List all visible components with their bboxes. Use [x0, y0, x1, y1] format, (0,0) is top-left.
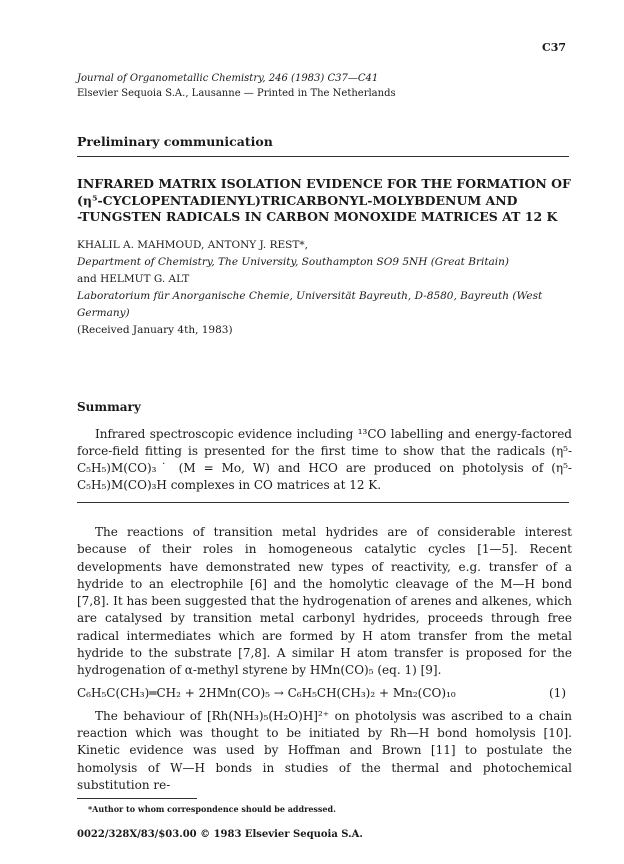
page-number: C37 — [541, 41, 566, 54]
summary-heading: Summary — [77, 400, 141, 414]
footnote: *Author to whom correspondence should be addressed. — [88, 804, 336, 814]
author-names-1: KHALIL A. MAHMOUD, ANTONY J. REST*, — [77, 239, 308, 251]
main-body — [77, 524, 572, 794]
author-block — [77, 237, 572, 339]
publisher-line: Elsevier Sequoia S.A., Lausanne — Printed in The Netherlands — [77, 88, 396, 99]
journal-info — [77, 71, 396, 101]
summary-rule — [77, 502, 569, 503]
affiliation-1: Department of Chemistry, The University, Southampton SO9 5NH (Great Britain) — [77, 256, 510, 268]
section-label: Preliminary communication — [77, 134, 273, 149]
equation-text: C₆H₅C(CH₃)═CH₂ + 2HMn(CO)₅ → C₆H₅CH(CH₃)₂ + Mn₂(CO)₁₀ — [77, 685, 456, 700]
author-names-2: and HELMUT G. ALT — [77, 273, 190, 285]
header-rule — [77, 156, 569, 157]
paper-title — [77, 176, 572, 226]
equation-1 — [77, 682, 572, 704]
title-line-1: INFRARED MATRIX ISOLATION EVIDENCE FOR THE FORMATION OF — [77, 176, 571, 191]
equation-number: (1) — [549, 685, 566, 700]
copyright-line: 0022/328X/83/$03.00 © 1983 Elsevier Sequoia S.A. — [77, 829, 363, 840]
journal-citation: Journal of Organometallic Chemistry, 246 (1983) C37—C41 — [77, 73, 379, 84]
affiliation-2-line-2: Germany) — [77, 307, 130, 319]
title-line-2: (η⁵-CYCLOPENTADIENYL)TRICARBONYL-MOLYBDENUM AND — [77, 192, 518, 208]
body-paragraph-2: The behaviour of [Rh(NH₃)₅(H₂O)H]²⁺ on photolysis was ascribed to a chain reaction which was thought to be initiated by Rh—H bond homolysis [10]. Kinetic evidence was used by Hoffman and Brown [11] to postulate the homolysis of W—H bonds in studies of the thermal and photochemical substitution re- — [77, 708, 572, 792]
footnote-rule — [77, 798, 197, 799]
received-date: (Received January 4th, 1983) — [77, 324, 233, 336]
body-paragraph-1: The reactions of transition metal hydrides are of considerable interest because of their roles in homogeneous catalytic cycles [1—5]. Recent developments have demonstrated new types of reactivity, e.g. transfer of a hydride to an electrophile [6] and the homolytic cleavage of the M—H bond [7,8]. It has been suggested that the hydrogenation of arenes and alkenes, which are catalysed by transition metal carbonyl hydrides, proceeds through free radical intermediates which are formed by H atom transfer from the metal hydride to the substrate [7,8]. A similar H atom transfer is proposed for the hydrogenation of α-methyl styrene by HMn(CO)₅ (eq. 1) [9]. — [77, 525, 572, 678]
summary-text — [77, 426, 572, 494]
affiliation-2-line-1: Laboratorium für Anorganische Chemie, Universität Bayreuth, D-8580, Bayreuth (West — [77, 290, 543, 302]
title-line-3: -TUNGSTEN RADICALS IN CARBON MONOXIDE MATRICES AT 12 K — [77, 209, 558, 224]
summary-paragraph: Infrared spectroscopic evidence including ¹³CO labelling and energy-factored force-field fitting is presented for the first time to show that the radicals (η⁵-C₅H₅)M(CO)₃˙ (M = Mo, W) and HCO are produced on photolysis of (η⁵-C₅H₅)M(CO)₃H complexes in CO matrices at 12 K. — [77, 427, 572, 492]
